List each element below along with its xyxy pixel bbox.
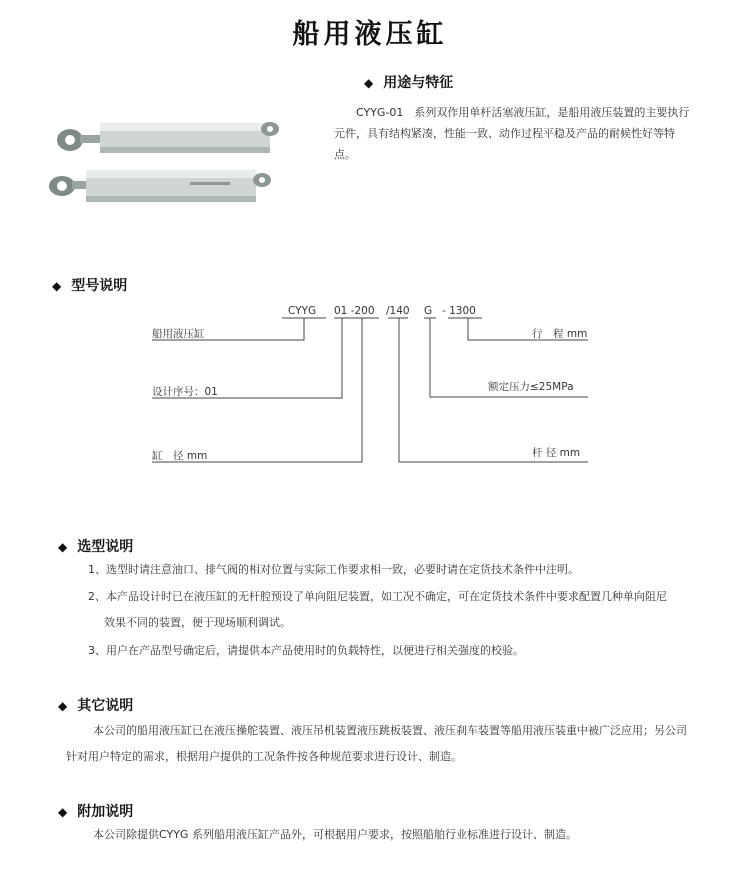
diamond-bullet-icon: ◆: [52, 279, 62, 293]
selection-item-1: 1、选型时请注意油口、排气阀的相对位置与实际工作要求相一致，必要时请在定货技术条件中注明。: [88, 563, 579, 576]
other-text: 本公司的船用液压缸已在液压操舵装置、液压吊机装置液压跳板装置、液压刹车装置等船用液压装重中被广泛应用；另公司针对用户特定的需求，根据用户提供的工况条件按各种规范要求进行设计、制造。: [66, 724, 687, 763]
diamond-bullet-icon: ◆: [58, 805, 68, 819]
label-stroke: 行 程 mm: [532, 328, 588, 340]
code-part-series: 01 -200: [334, 305, 375, 317]
diamond-bullet-icon: ◆: [58, 699, 68, 713]
diamond-bullet-icon: ◆: [364, 76, 374, 90]
code-part-stroke: - 1300: [442, 305, 476, 317]
connector-name: [152, 318, 304, 340]
label-bore: 缸 径 mm: [152, 450, 208, 462]
connector-design-seq: [152, 318, 342, 398]
page-title: 船用液压缸: [292, 19, 448, 50]
additional-text: 本公司除提供CYYG 系列船用液压缸产品外，可根据用户要求，按照船舶行业标准进行设计、制造。: [93, 828, 577, 841]
label-rod: 杆 径 mm: [532, 447, 581, 459]
usage-text: CYYG-01 系列双作用单杆活塞液压缸，是船用液压装置的主要执行元件，具有结构紧凑，性能一致、动作过程平稳及产品的耐候性好等特点。: [334, 106, 690, 161]
code-part-g: G: [424, 305, 433, 317]
diamond-bullet-icon: ◆: [58, 540, 68, 554]
label-pressure: 额定压力≤25MPa: [488, 381, 574, 393]
label-design-seq: 设计序号：01: [152, 386, 218, 398]
code-part-rod: /140: [386, 305, 410, 317]
code-part-cyyg: CYYG: [288, 305, 317, 317]
connector-pressure: [430, 318, 588, 397]
selection-heading: ◆ 选型说明: [58, 539, 134, 555]
connector-stroke: [468, 318, 588, 340]
selection-item-2: 2、本产品设计时已在液压缸的无杆腔预设了单向阻尼装置，如工况不确定，可在定货技术条件中要求配置几种单向阻尼: [88, 590, 667, 603]
selection-item-2-cont: 效果不同的装置，便于现场顺利调试。: [104, 616, 291, 629]
selection-item-3: 3、用户在产品型号确定后，请提供本产品使用时的负载特性，以便进行相关强度的校验。: [88, 644, 524, 657]
model-heading: ◆ 型号说明: [52, 278, 128, 294]
additional-heading: ◆ 附加说明: [58, 804, 134, 820]
other-heading: ◆ 其它说明: [58, 698, 134, 714]
label-name: 船用液压缸: [152, 328, 205, 340]
usage-heading: ◆ 用途与特征: [364, 75, 454, 91]
